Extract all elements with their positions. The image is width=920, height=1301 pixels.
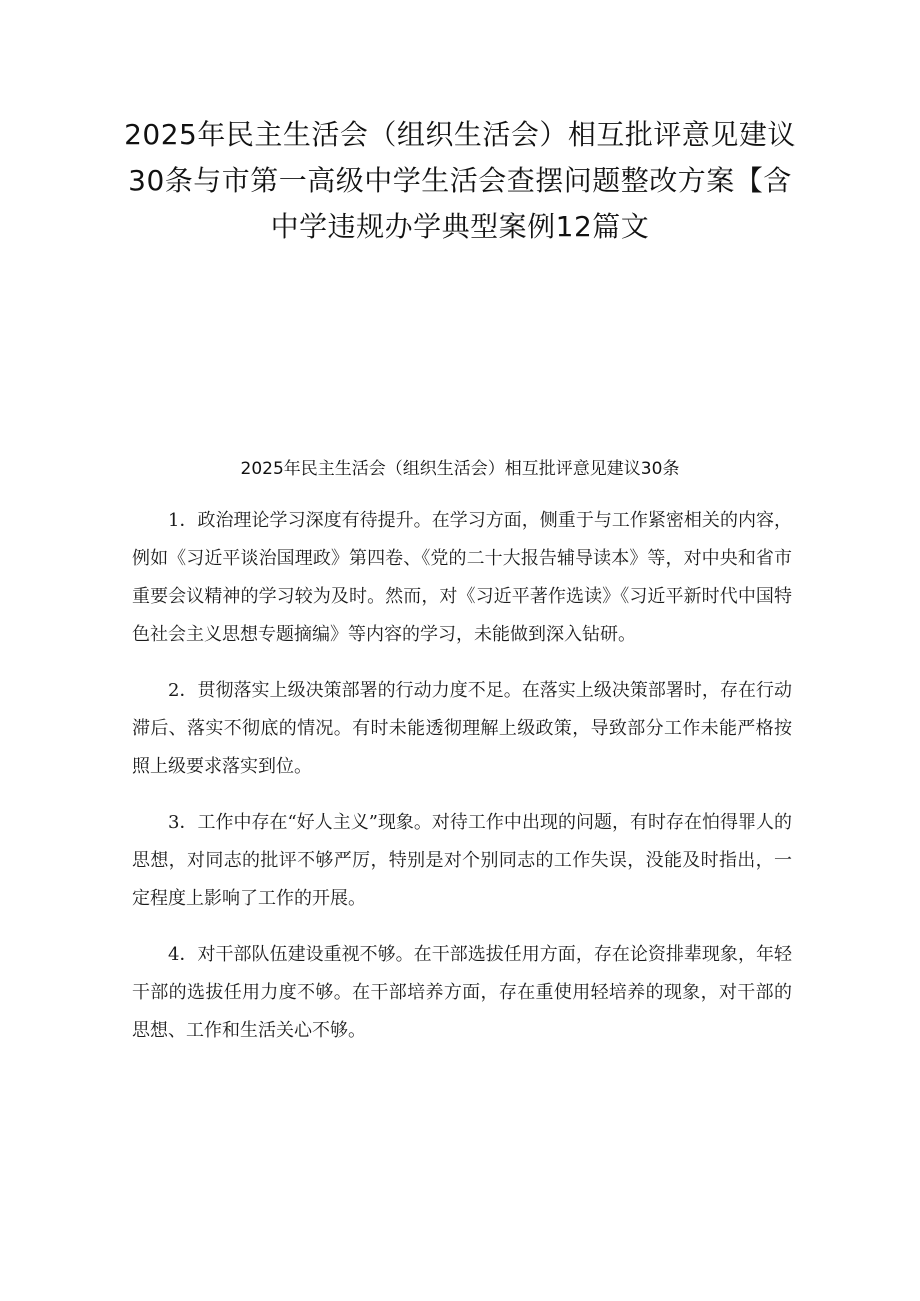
- list-item: 2．贯彻落实上级决策部署的行动力度不足。在落实上级决策部署时，存在行动滞后、落实不彻底的情况。有时未能透彻理解上级政策，导致部分工作未能严格按照上级要求落实到位。: [132, 680, 792, 777]
- list-item: 4．对干部队伍建设重视不够。在干部选拔任用方面，存在论资排辈现象，年轻干部的选拔任用力度不够。在干部培养方面，存在重使用轻培养的现象，对干部的思想、工作和生活关心不够。: [132, 944, 792, 1041]
- list-item: 1．政治理论学习深度有待提升。在学习方面，侧重于与工作紧密相关的内容，例如《习近平谈治国理政》第四卷、《党的二十大报告辅导读本》等，对中央和省市重要会议精神的学习较为及时。然而，对《习近平著作选读》《习近平新时代中国特色社会主义思想专题摘编》等内容的学习，未能做到深入钻研。: [132, 510, 792, 645]
- section-title: 2025年民主生活会（组织生活会）相互批评意见建议30条: [240, 459, 680, 479]
- list-item: 3．工作中存在“好人主义”现象。对待工作中出现的问题，有时存在怕得罪人的思想，对同志的批评不够严厉，特别是对个别同志的工作失误，没能及时指出，一定程度上影响了工作的开展。: [132, 812, 792, 909]
- document-title: 2025年民主生活会（组织生活会）相互批评意见建议30条与市第一高级中学生活会查摆问题整改方案【含中学违规办学典型案例12篇文: [124, 118, 796, 243]
- suggestion-list: [132, 502, 792, 1068]
